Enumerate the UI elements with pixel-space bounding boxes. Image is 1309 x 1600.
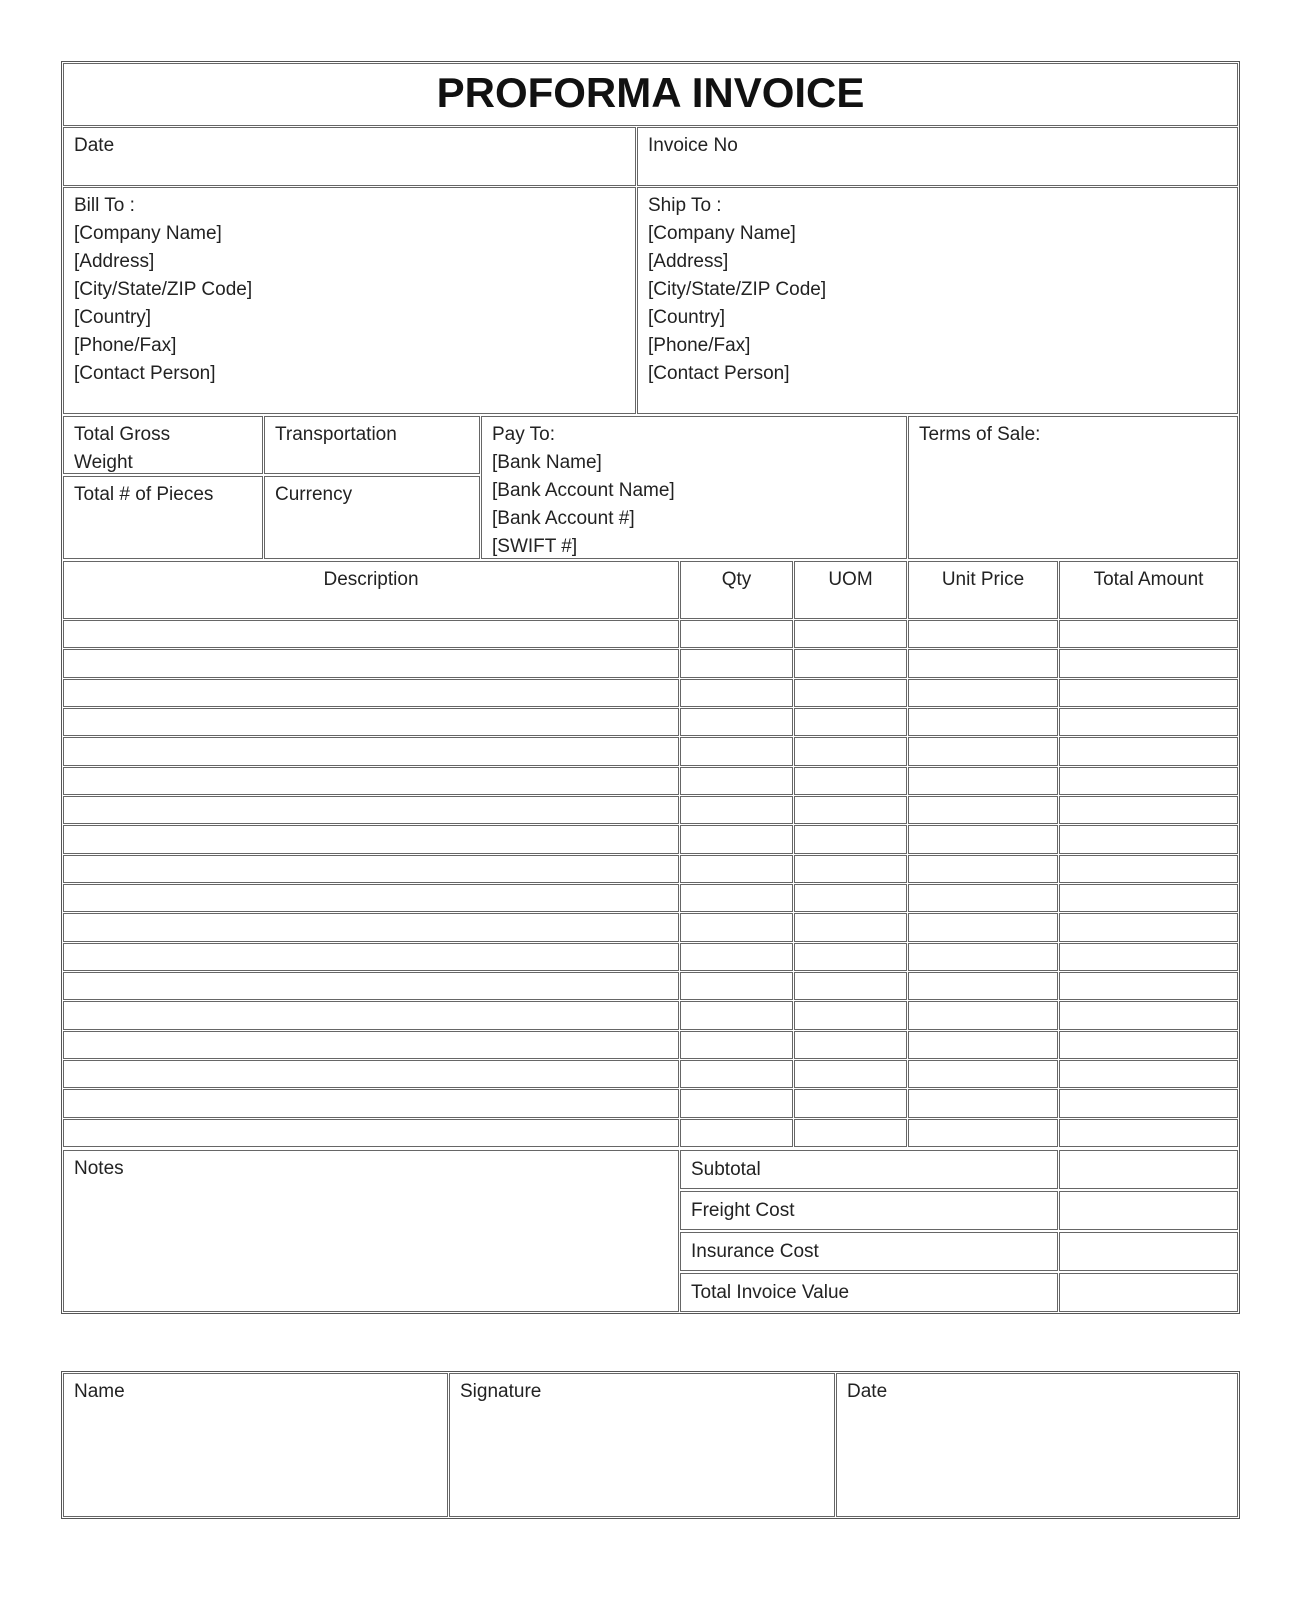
line-item-unit-price-cell[interactable] [908,620,1058,648]
transportation-label: Transportation [275,424,397,445]
page-title: PROFORMA INVOICE [63,63,1238,126]
signature-date-label: Date [847,1381,888,1402]
pay-to-block[interactable] [481,416,907,559]
line-item-total-amount-cell[interactable] [1059,855,1238,883]
gross-weight-label: Total Gross Weight [74,424,171,473]
ship-to-line: [Address] [648,251,729,272]
date-field[interactable] [63,127,636,186]
pieces-field[interactable] [63,476,263,559]
total-invoice-value[interactable] [1059,1273,1238,1312]
line-item-description-cell[interactable] [63,1031,679,1059]
line-item-unit-price-cell[interactable] [908,1031,1058,1059]
pieces-label: Total # of Pieces [74,484,214,505]
line-item-total-amount-cell[interactable] [1059,825,1238,853]
line-item-description-cell[interactable] [63,620,679,648]
line-item-unit-price-cell[interactable] [908,708,1058,736]
line-item-uom-cell[interactable] [794,1060,907,1088]
line-item-total-amount-cell[interactable] [1059,1031,1238,1059]
freight-cost-label: Freight Cost [680,1191,1058,1230]
signature-field[interactable] [449,1373,835,1517]
line-item-qty-cell[interactable] [680,767,793,795]
line-item-description-cell[interactable] [63,708,679,736]
line-item-unit-price-cell[interactable] [908,1089,1058,1117]
line-item-total-amount-cell[interactable] [1059,1001,1238,1029]
line-item-description-cell[interactable] [63,825,679,853]
terms-of-sale-field[interactable] [908,416,1238,559]
line-item-unit-price-cell[interactable] [908,649,1058,677]
column-header-total-amount: Total Amount [1059,561,1238,619]
line-item-total-amount-cell[interactable] [1059,679,1238,707]
bill-to-line: [City/State/ZIP Code] [74,279,253,300]
subtotal-label: Subtotal [680,1150,1058,1189]
line-item-qty-cell[interactable] [680,737,793,765]
notes-field[interactable] [63,1150,679,1312]
line-item-uom-cell[interactable] [794,884,907,912]
line-item-qty-cell[interactable] [680,855,793,883]
insurance-cost-value[interactable] [1059,1232,1238,1271]
notes-label: Notes [74,1158,124,1179]
pay-to-label: Pay To: [492,424,556,445]
bill-to-line: [Phone/Fax] [74,335,177,356]
line-item-description-cell[interactable] [63,1119,679,1147]
line-item-total-amount-cell[interactable] [1059,767,1238,795]
line-item-total-amount-cell[interactable] [1059,1089,1238,1117]
pay-to-line: [Bank Account #] [492,508,635,529]
terms-label: Terms of Sale: [919,424,1041,445]
line-item-qty-cell[interactable] [680,913,793,941]
line-item-unit-price-cell[interactable] [908,855,1058,883]
insurance-cost-label: Insurance Cost [680,1232,1058,1271]
line-item-unit-price-cell[interactable] [908,913,1058,941]
line-item-qty-cell[interactable] [680,649,793,677]
line-item-total-amount-cell[interactable] [1059,708,1238,736]
gross-weight-field[interactable] [63,416,263,474]
ship-to-line: [Contact Person] [648,363,790,384]
line-item-total-amount-cell[interactable] [1059,1060,1238,1088]
line-item-qty-cell[interactable] [680,1119,793,1147]
line-item-description-cell[interactable] [63,1001,679,1029]
ship-to-line: [Company Name] [648,223,796,244]
invoice-no-field[interactable] [637,127,1238,186]
bill-to-line: [Address] [74,251,155,272]
line-item-description-cell[interactable] [63,943,679,971]
line-item-qty-cell[interactable] [680,884,793,912]
line-item-uom-cell[interactable] [794,679,907,707]
pay-to-line: [SWIFT #] [492,536,578,557]
bill-to-line: [Company Name] [74,223,222,244]
line-item-uom-cell[interactable] [794,972,907,1000]
bill-to-line: [Contact Person] [74,363,216,384]
ship-to-block[interactable] [637,187,1238,414]
line-item-description-cell[interactable] [63,796,679,824]
line-item-unit-price-cell[interactable] [908,679,1058,707]
line-item-unit-price-cell[interactable] [908,1119,1058,1147]
line-item-uom-cell[interactable] [794,767,907,795]
ship-to-label: Ship To : [648,195,722,216]
line-item-description-cell[interactable] [63,1060,679,1088]
line-item-uom-cell[interactable] [794,620,907,648]
ship-to-line: [Country] [648,307,726,328]
bill-to-line: [Country] [74,307,152,328]
line-item-qty-cell[interactable] [680,1031,793,1059]
line-item-description-cell[interactable] [63,972,679,1000]
line-item-description-cell[interactable] [63,649,679,677]
line-item-description-cell[interactable] [63,913,679,941]
line-item-qty-cell[interactable] [680,1001,793,1029]
bill-to-block[interactable] [63,187,636,414]
column-header-unit-price: Unit Price [908,561,1058,619]
column-header-description: Description [63,561,679,619]
line-item-qty-cell[interactable] [680,679,793,707]
line-item-total-amount-cell[interactable] [1059,796,1238,824]
freight-cost-value[interactable] [1059,1191,1238,1230]
line-item-qty-cell[interactable] [680,620,793,648]
pay-to-line: [Bank Account Name] [492,480,675,501]
line-item-unit-price-cell[interactable] [908,796,1058,824]
line-item-uom-cell[interactable] [794,1089,907,1117]
line-item-unit-price-cell[interactable] [908,884,1058,912]
ship-to-line: [City/State/ZIP Code] [648,279,827,300]
line-item-uom-cell[interactable] [794,1031,907,1059]
line-item-uom-cell[interactable] [794,943,907,971]
line-item-description-cell[interactable] [63,855,679,883]
line-item-uom-cell[interactable] [794,796,907,824]
name-field[interactable] [63,1373,448,1517]
line-item-unit-price-cell[interactable] [908,767,1058,795]
line-item-total-amount-cell[interactable] [1059,913,1238,941]
date-label: Date [74,135,115,156]
line-item-qty-cell[interactable] [680,1089,793,1117]
line-item-total-amount-cell[interactable] [1059,943,1238,971]
line-item-description-cell[interactable] [63,679,679,707]
line-item-description-cell[interactable] [63,767,679,795]
line-item-total-amount-cell[interactable] [1059,884,1238,912]
bill-to-label: Bill To : [74,195,135,216]
line-item-qty-cell[interactable] [680,1060,793,1088]
column-header-uom: UOM [794,561,907,619]
pay-to-line: [Bank Name] [492,452,602,473]
line-item-uom-cell[interactable] [794,913,907,941]
total-invoice-value-label: Total Invoice Value [680,1273,1058,1312]
line-item-total-amount-cell[interactable] [1059,972,1238,1000]
line-item-description-cell[interactable] [63,1089,679,1117]
line-item-uom-cell[interactable] [794,825,907,853]
line-item-qty-cell[interactable] [680,943,793,971]
line-item-unit-price-cell[interactable] [908,943,1058,971]
invoice-no-label: Invoice No [648,135,738,156]
name-label: Name [74,1381,125,1402]
signature-label: Signature [460,1381,542,1402]
line-item-uom-cell[interactable] [794,855,907,883]
line-item-total-amount-cell[interactable] [1059,1119,1238,1147]
line-item-unit-price-cell[interactable] [908,1001,1058,1029]
line-item-qty-cell[interactable] [680,825,793,853]
line-item-unit-price-cell[interactable] [908,1060,1058,1088]
line-item-unit-price-cell[interactable] [908,737,1058,765]
currency-field[interactable] [264,476,480,559]
line-item-qty-cell[interactable] [680,972,793,1000]
ship-to-line: [Phone/Fax] [648,335,751,356]
line-item-qty-cell[interactable] [680,708,793,736]
line-item-total-amount-cell[interactable] [1059,737,1238,765]
line-item-unit-price-cell[interactable] [908,972,1058,1000]
signature-date-field[interactable] [836,1373,1238,1517]
line-item-total-amount-cell[interactable] [1059,649,1238,677]
line-item-qty-cell[interactable] [680,796,793,824]
line-item-uom-cell[interactable] [794,1001,907,1029]
column-header-qty: Qty [680,561,793,619]
transportation-field[interactable] [264,416,480,474]
line-item-unit-price-cell[interactable] [908,825,1058,853]
currency-label: Currency [275,484,353,505]
line-item-total-amount-cell[interactable] [1059,620,1238,648]
line-item-uom-cell[interactable] [794,737,907,765]
line-item-uom-cell[interactable] [794,649,907,677]
line-item-uom-cell[interactable] [794,708,907,736]
line-item-description-cell[interactable] [63,737,679,765]
subtotal-value[interactable] [1059,1150,1238,1189]
line-item-uom-cell[interactable] [794,1119,907,1147]
line-item-description-cell[interactable] [63,884,679,912]
